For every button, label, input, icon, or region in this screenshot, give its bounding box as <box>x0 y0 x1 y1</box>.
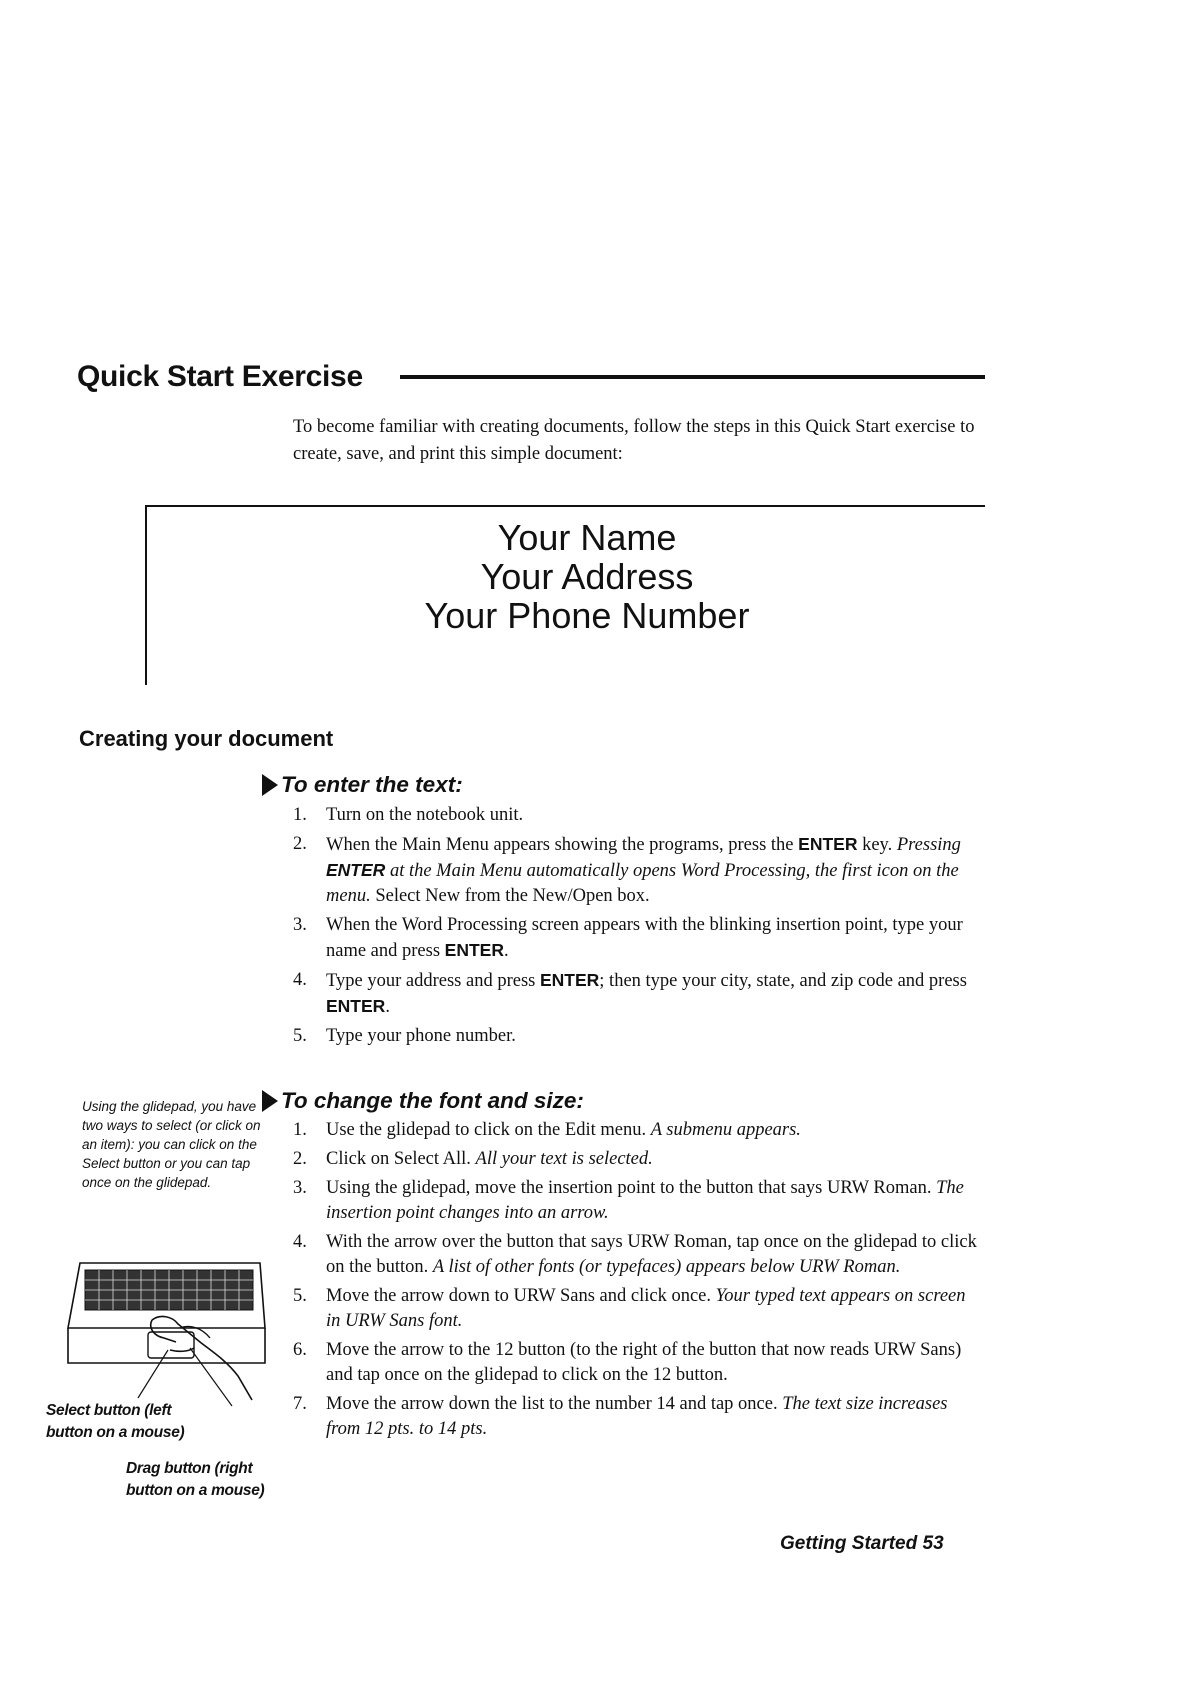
step-text: Using the glidepad, move the insertion point to the button that says URW Roman. <box>326 1178 937 1198</box>
step-result-text: The insertion point changes into an arrow. <box>326 1178 964 1223</box>
side-note: Using the glidepad, you have two ways to select (or click on an item): you can click on the Select button or you can tap once on the glidepad. <box>82 1099 261 1190</box>
step-item <box>293 1284 983 1334</box>
step-text: ; then type your city, state, and zip code and press <box>599 971 967 991</box>
sample-document <box>147 518 1027 635</box>
step-result-text: Your typed text appears on screen in URW Sans font. <box>326 1286 966 1331</box>
procedure-heading-label: To enter the text: <box>281 772 463 797</box>
step-text: Type your address and press <box>326 971 540 991</box>
step-item <box>293 1230 983 1280</box>
step-number: 4. <box>293 1232 307 1252</box>
select-callout-line-2: button on a mouse) <box>46 1424 185 1441</box>
procedure-heading-change-font <box>262 1090 584 1113</box>
step-number: 5. <box>293 1286 307 1306</box>
page-footer: Getting Started 53 <box>780 1533 944 1554</box>
step-text: . <box>385 997 390 1017</box>
step-result-text: at the Main Menu automatically opens Word Processing, the first icon on the menu. <box>326 861 959 906</box>
step-text: With the arrow over the button that says URW Roman, tap once on the glidepad to click on the button. <box>326 1232 977 1277</box>
step-item <box>293 1147 983 1172</box>
step-number: 1. <box>293 805 307 825</box>
step-result-text: A submenu appears. <box>650 1120 801 1140</box>
steps-list-enter-text <box>293 803 973 1053</box>
step-text: Move the arrow down the list to the number 14 and tap once. <box>326 1394 783 1414</box>
key-name: ENTER <box>444 940 504 960</box>
subsection-title: Creating your document <box>79 726 334 751</box>
select-callout-line-1: Select button (left <box>46 1402 172 1419</box>
step-text: Click on Select All. <box>326 1149 476 1169</box>
step-number: 2. <box>293 834 307 854</box>
key-name: ENTER <box>539 970 600 990</box>
step-text: Use the glidepad to click on the Edit menu. <box>326 1120 651 1140</box>
step-item <box>293 1338 983 1388</box>
step-result-text: A list of other fonts (or typefaces) appears below URW Roman. <box>432 1257 901 1277</box>
step-result-text: All your text is selected. <box>475 1149 653 1169</box>
key-name: ENTER <box>798 834 858 854</box>
step-text: When the Word Processing screen appears with the blinking insertion point, type your name and press <box>326 915 963 961</box>
section-title: Quick Start Exercise <box>77 360 363 393</box>
procedure-heading-label: To change the font and size: <box>281 1088 584 1113</box>
select-button-callout <box>46 1400 184 1444</box>
step-text: Turn on the notebook unit. <box>326 805 524 825</box>
drag-callout-line-1: Drag button (right <box>126 1460 253 1477</box>
drag-callout-line-2: button on a mouse) <box>126 1482 265 1499</box>
key-name: ENTER <box>326 860 386 880</box>
step-number: 1. <box>293 1120 307 1140</box>
step-text: key. <box>857 835 897 855</box>
step-number: 4. <box>293 970 307 990</box>
step-text: . <box>503 941 509 961</box>
step-text: When the Main Menu appears showing the programs, press the <box>326 835 799 855</box>
step-item <box>293 1176 983 1226</box>
drag-button-callout <box>126 1458 264 1502</box>
step-text: Move the arrow to the 12 button (to the right of the button that now reads URW Sans) and tap once on the glidepad to click on the 12 button. <box>326 1340 962 1385</box>
step-text: Move the arrow down to URW Sans and click once. <box>326 1286 716 1306</box>
step-text: Type your phone number. <box>326 1026 516 1046</box>
step-number: 5. <box>293 1026 307 1046</box>
key-name: ENTER <box>326 996 386 1016</box>
sample-document-top-rule <box>145 505 985 507</box>
step-result-text: Pressing <box>896 835 961 855</box>
step-number: 6. <box>293 1340 307 1360</box>
step-item <box>293 1118 983 1143</box>
intro-paragraph: To become familiar with creating documents, follow the steps in this Quick Start exercise to create, save, and print this simple document: <box>293 417 975 464</box>
step-item <box>293 832 973 909</box>
step-text: Select New from the New/Open box. <box>370 886 650 906</box>
step-item <box>293 1024 973 1049</box>
procedure-heading-enter-text <box>262 774 463 797</box>
step-number: 7. <box>293 1394 307 1414</box>
step-item <box>293 968 973 1020</box>
procedure-arrow-icon <box>262 774 278 796</box>
step-number: 3. <box>293 1178 307 1198</box>
step-result-text: The text size increases from 12 pts. to 14 pts. <box>326 1394 948 1439</box>
sample-line-phone: Your Phone Number <box>424 595 750 636</box>
sample-line-address: Your Address <box>480 556 694 597</box>
step-number: 2. <box>293 1149 307 1169</box>
step-number: 3. <box>293 915 307 935</box>
step-item <box>293 913 973 964</box>
title-rule <box>400 375 985 379</box>
steps-list-change-font <box>293 1118 983 1446</box>
sample-line-name: Your Name <box>497 517 677 558</box>
step-item <box>293 803 973 828</box>
step-item <box>293 1392 983 1442</box>
